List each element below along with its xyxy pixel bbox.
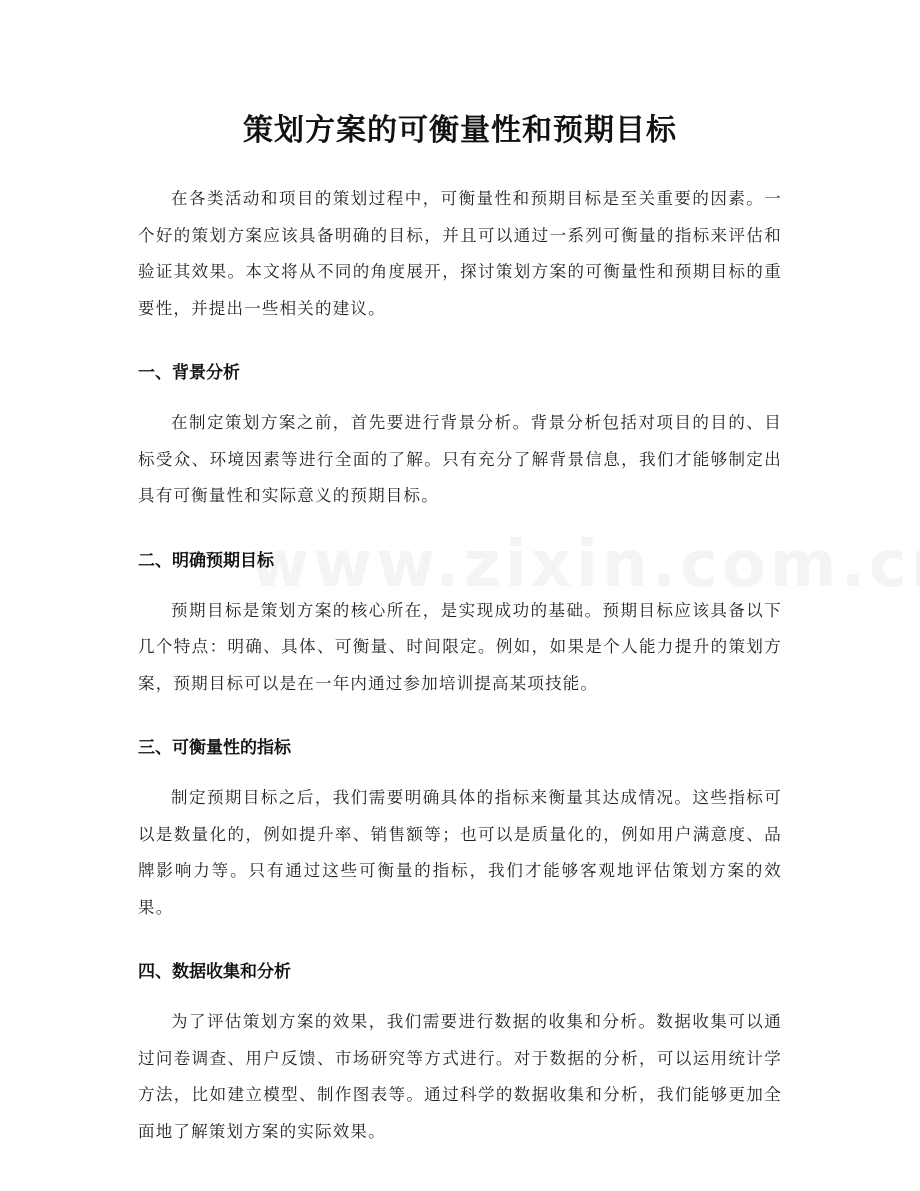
- section-heading: 四、数据收集和分析: [138, 962, 291, 982]
- section-paragraph: 预期目标是策划方案的核心所在，是实现成功的基础。预期目标应该具备以下几个特点：明确、具体、可衡量、时间限定。例如，如果是个人能力提升的策划方案，预期目标可以是在一年内通过参加培训提高某项技能。: [138, 600, 782, 693]
- section-data-analysis: [138, 954, 782, 1150]
- intro-paragraph: 在各类活动和项目的策划过程中，可衡量性和预期目标是至关重要的因素。一个好的策划方案应该具备明确的目标，并且可以通过一系列可衡量的指标来评估和验证其效果。本文将从不同的角度展开，探讨策划方案的可衡量性和预期目标的重要性，并提出一些相关的建议。: [138, 189, 782, 318]
- section-background: [138, 355, 782, 515]
- section-heading: 三、可衡量性的指标: [138, 738, 291, 758]
- section-metrics: [138, 730, 782, 926]
- section-paragraph: 在制定策划方案之前，首先要进行背景分析。背景分析包括对项目的目的、目标受众、环境因素等进行全面的了解。只有充分了解背景信息，我们才能够制定出具有可衡量性和实际意义的预期目标。: [138, 413, 782, 505]
- section-heading: 二、明确预期目标: [138, 550, 274, 571]
- section-goals: [138, 543, 782, 703]
- document-title: 策划方案的可衡量性和预期目标: [243, 113, 677, 148]
- section-paragraph: 为了评估策划方案的效果，我们需要进行数据的收集和分析。数据收集可以通过问卷调查、用户反馈、市场研究等方式进行。对于数据的分析，可以运用统计学方法，比如建立模型、制作图表等。通过科学的数据收集和分析，我们能够更加全面地了解策划方案的实际效果。: [138, 1012, 782, 1141]
- section-heading: 一、背景分析: [138, 363, 240, 383]
- section-paragraph: 制定预期目标之后，我们需要明确具体的指标来衡量其达成情况。这些指标可以是数量化的，例如提升率、销售额等；也可以是质量化的，例如用户满意度、品牌影响力等。只有通过这些可衡量的指标，我们才能够客观地评估策划方案的效果。: [138, 788, 782, 917]
